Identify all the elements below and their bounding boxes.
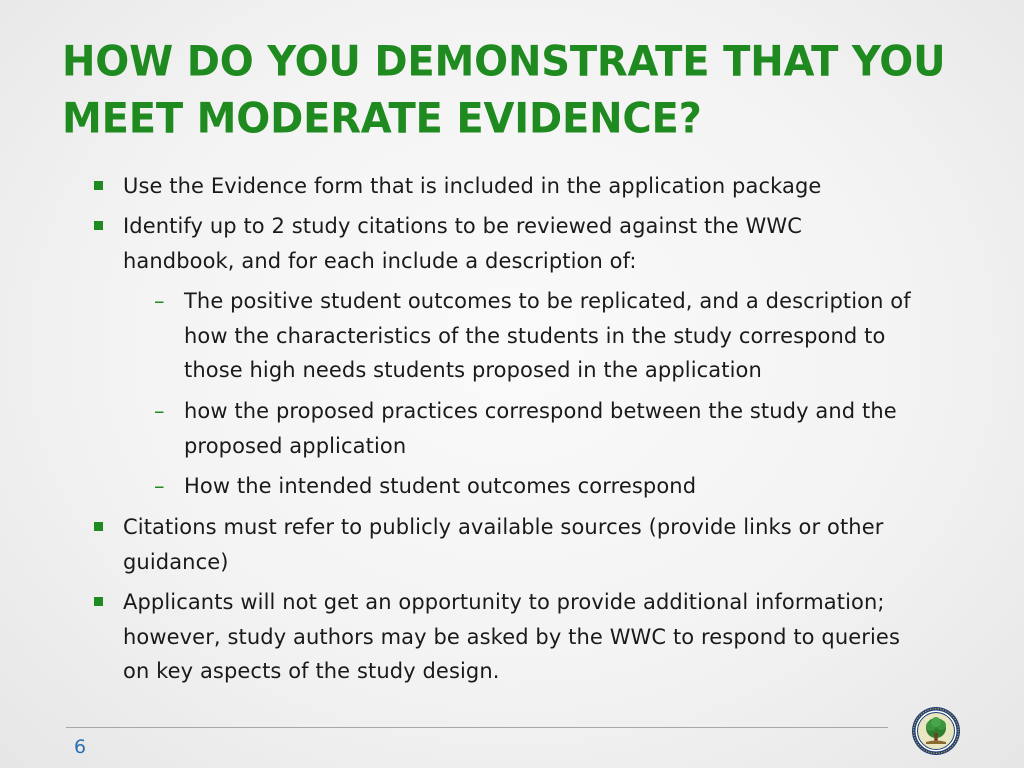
title-line-1: HOW DO YOU DEMONSTRATE THAT YOU: [62, 37, 946, 86]
sub-bullet-item: [154, 394, 984, 463]
sub-bullet-line: how the proposed practices correspond between the study and the: [184, 399, 897, 423]
dash-bullet-icon: –: [154, 474, 165, 498]
bullet-line: Identify up to 2 study citations to be reviewed against the WWC: [123, 214, 803, 238]
bullet-line: guidance): [123, 549, 229, 574]
sub-bullet-line: how the characteristics of the students in the study correspond to: [184, 323, 886, 348]
bullet-line: on key aspects of the study design.: [123, 659, 500, 683]
page-number: 6: [74, 736, 87, 758]
bullet-item: [123, 585, 983, 689]
department-of-education-seal-icon: [911, 706, 961, 756]
square-bullet-icon: [94, 597, 103, 606]
footer-divider: [66, 727, 888, 728]
bullet-item: [123, 510, 983, 579]
title-line-2: MEET MODERATE EVIDENCE?: [62, 95, 702, 143]
square-bullet-icon: [94, 221, 103, 230]
dash-bullet-icon: –: [154, 289, 165, 313]
sub-bullet-line: proposed application: [184, 433, 407, 458]
square-bullet-icon: [94, 522, 103, 531]
dash-bullet-icon: –: [154, 399, 165, 423]
square-bullet-icon: [94, 181, 103, 190]
sub-bullet-item: [154, 469, 984, 504]
sub-bullet-line: those high needs students proposed in the application: [184, 358, 762, 382]
bullet-line: however, study authors may be asked by the WWC to respond to queries: [123, 624, 900, 649]
sub-bullet-line: How the intended student outcomes correspond: [184, 474, 697, 498]
bullet-line: handbook, and for each include a description of:: [123, 248, 637, 273]
sub-bullet-line: The positive student outcomes to be replicated, and a description of: [184, 289, 911, 313]
bullet-line: Citations must refer to publicly available sources (provide links or other: [123, 515, 884, 539]
bullet-item: [123, 209, 983, 278]
sub-bullet-item: [154, 284, 984, 388]
bullet-line: Applicants will not get an opportunity to provide additional information;: [123, 590, 885, 614]
bullet-line: Use the Evidence form that is included in the application package: [123, 174, 822, 198]
bullet-item: [123, 169, 983, 204]
